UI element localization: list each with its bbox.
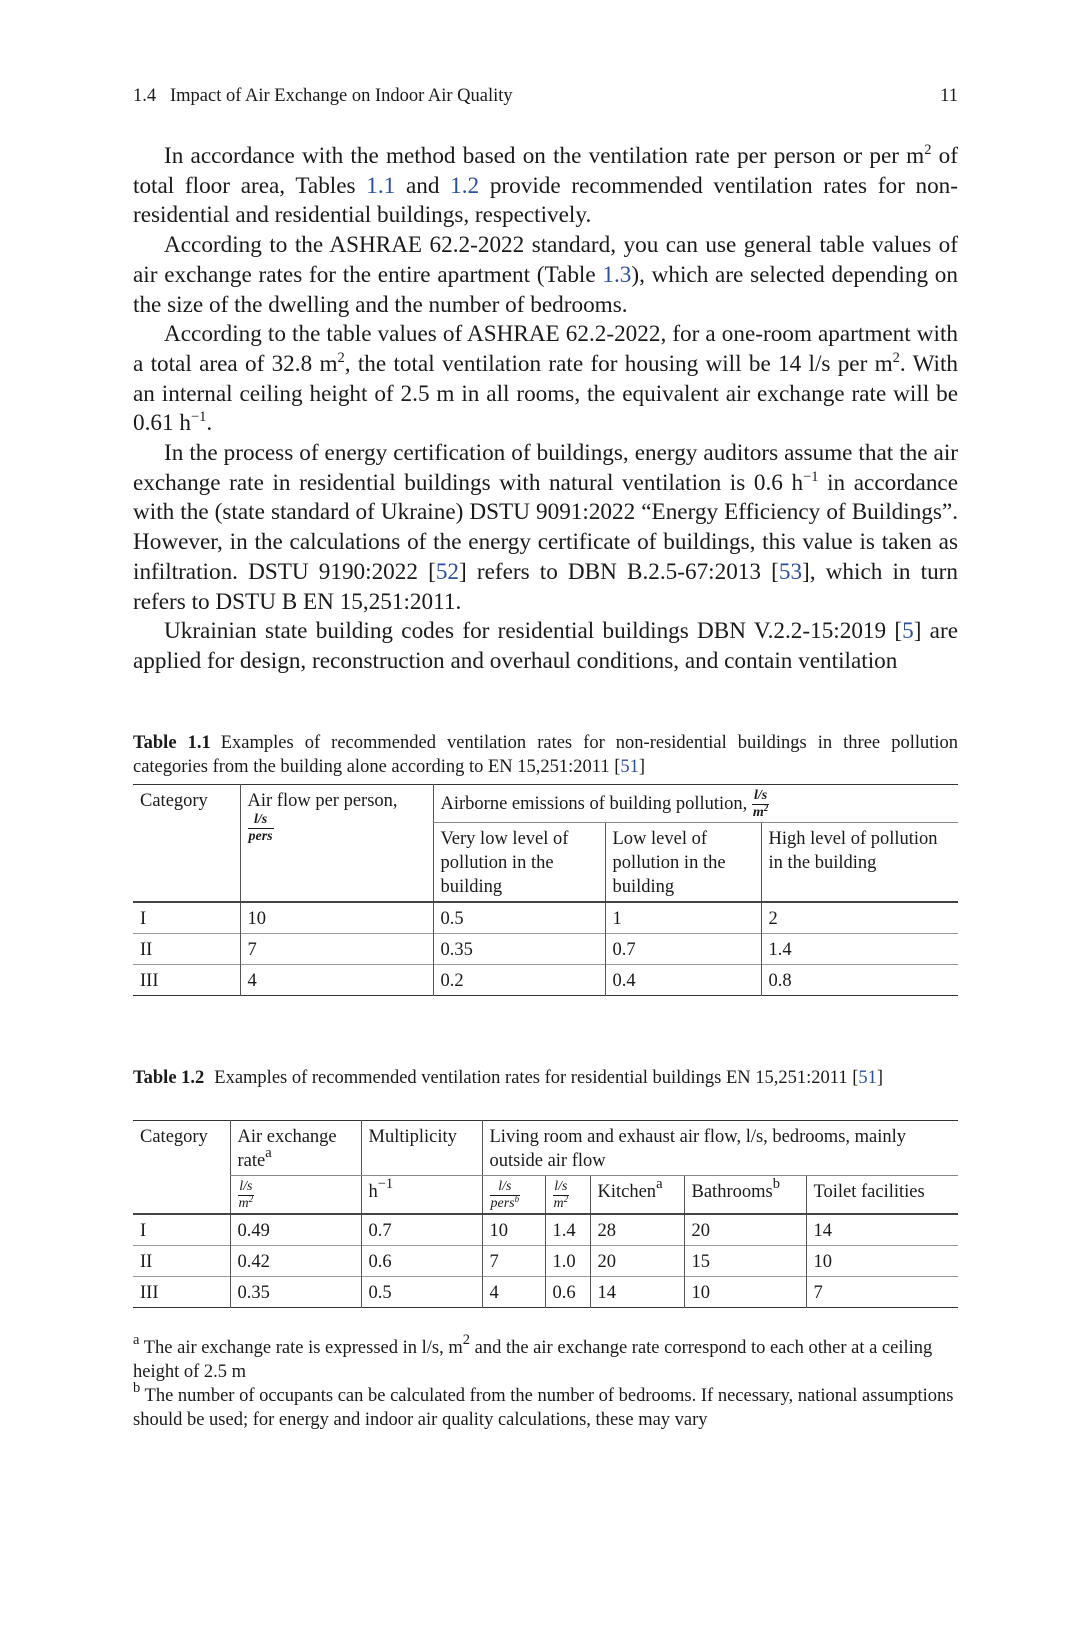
- table-cell: 7: [806, 1277, 958, 1308]
- text-run: Ukrainian state building codes for residential buildings DBN V.2.2-15:2019 [: [164, 618, 903, 645]
- unit-numerator: l/s: [490, 1180, 521, 1196]
- running-header: [133, 86, 958, 107]
- table-ref-link[interactable]: 1.1: [366, 172, 396, 199]
- header-very-low: [433, 823, 605, 903]
- text-run: ] are applied for design, reconstruction and overhaul conditions, and contain ventilation: [133, 618, 958, 674]
- table-1-1-caption: [133, 731, 958, 779]
- unit-denominator: pers: [248, 829, 273, 844]
- text-run: ] refers to DBN B.2.5-67:2013 [: [459, 558, 779, 585]
- header-emissions: [433, 785, 958, 823]
- superscript: 2: [462, 1332, 470, 1348]
- table-1-2: [133, 1120, 958, 1308]
- table-cell: 1.4: [761, 934, 958, 965]
- table-label: Table 1.2: [133, 1068, 205, 1088]
- table-cell: III: [140, 971, 159, 991]
- text-run: .: [206, 410, 213, 437]
- citation-link[interactable]: 51: [620, 757, 639, 777]
- header-text: Living room and exhaust air flow, l/s, bedrooms, mainly outside air flow: [489, 1127, 907, 1171]
- table-row: [133, 902, 958, 934]
- unit-text: pers: [490, 1196, 515, 1211]
- superscript: 2: [892, 349, 900, 366]
- citation-link[interactable]: 52: [435, 558, 460, 585]
- header-text: Category: [140, 791, 208, 811]
- table-cell: 20: [590, 1246, 684, 1277]
- header-category: [133, 785, 240, 903]
- table-units-row: [133, 1176, 958, 1215]
- unit-denominator: [490, 1196, 521, 1211]
- text-run: provide recommended ventilation rates for non-residential and residential buildings, respectively.: [133, 172, 958, 229]
- page-number: 11: [940, 86, 958, 106]
- unit-numerator: l/s: [752, 789, 769, 805]
- unit-cell: [482, 1176, 545, 1215]
- unit-numerator: l/s: [248, 813, 274, 829]
- caption-text: ]: [638, 757, 646, 777]
- table-cell: 0.35: [433, 934, 605, 965]
- unit-fraction: [490, 1180, 521, 1211]
- header-bathrooms: [684, 1176, 806, 1215]
- header-text: Bathrooms: [691, 1182, 773, 1202]
- table-cell: 20: [684, 1214, 806, 1246]
- table-cell: II: [140, 1252, 153, 1272]
- header-text: High level of pollution in the building: [768, 829, 938, 873]
- section-number: 1.4: [133, 86, 157, 106]
- unit-text: h: [368, 1182, 378, 1202]
- unit-cell: [361, 1176, 482, 1215]
- footnote-marker: a: [656, 1176, 663, 1192]
- paragraph-2: [133, 231, 958, 320]
- unit-text: m: [553, 1196, 564, 1211]
- table-cell: 7: [482, 1246, 545, 1277]
- table-cell: 10: [482, 1214, 545, 1246]
- table-cell: 10: [684, 1277, 806, 1308]
- citation-link[interactable]: 51: [858, 1068, 877, 1088]
- header-text: Multiplicity: [368, 1127, 457, 1147]
- footnote-a: [133, 1332, 958, 1384]
- footnote-marker: b: [133, 1380, 141, 1396]
- table-row: [133, 934, 958, 965]
- table-cell: 1: [605, 902, 761, 934]
- table-row: [133, 1277, 958, 1308]
- footnote-marker: a: [265, 1145, 272, 1161]
- header-text: Toilet facilities: [813, 1182, 925, 1202]
- superscript: b: [514, 1194, 520, 1204]
- header-text: Airborne emissions of building pollution,: [440, 793, 748, 814]
- table-cell: 0.7: [361, 1214, 482, 1246]
- caption-text: Examples of recommended ventilation rates for non-residential buildings in three pollution categories from the building alone according to EN 15,251:2011 [: [133, 733, 958, 777]
- text-run: ), which are selected depending on the size of the dwelling and the number of bedrooms.: [133, 261, 958, 318]
- header-text: Air exchange rate: [237, 1127, 337, 1171]
- unit-cell: [230, 1176, 361, 1215]
- superscript: 2: [248, 1194, 254, 1204]
- text-run: in accordance with the (state standard of Ukraine) DSTU 9091:2022 “Energy Efficiency of Buildings”. However, in the calculations of the energy certificate of buildings, this value is taken as infiltration. DSTU 9190:2022 [: [133, 469, 958, 585]
- table-row: [133, 1246, 958, 1277]
- table-row: [133, 965, 958, 996]
- header-category: [133, 1121, 230, 1215]
- table-cell: I: [140, 1221, 147, 1241]
- citation-link[interactable]: 5: [902, 618, 914, 645]
- table-cell: 1.0: [545, 1246, 590, 1277]
- unit-text: m: [238, 1196, 249, 1211]
- unit-denominator: [553, 1196, 570, 1211]
- table-cell: 14: [590, 1277, 684, 1308]
- superscript: 2: [563, 1194, 569, 1204]
- text-run: In the process of energy certification of buildings, energy auditors assume that the air exchange rate in residential buildings with natural ventilation is 0.6 h: [133, 440, 958, 496]
- header-text: Kitchen: [597, 1182, 657, 1202]
- table-1-1: [133, 784, 958, 996]
- header-high: [761, 823, 958, 903]
- table-cell: 0.5: [361, 1277, 482, 1308]
- unit-numerator: l/s: [239, 1179, 253, 1194]
- table-cell: 0.7: [605, 934, 761, 965]
- table-cell: II: [140, 940, 153, 960]
- table-cell: 0.8: [761, 965, 958, 996]
- footnote-text: and the air exchange rate correspond to each other at a ceiling height of 2.5 m: [133, 1338, 933, 1382]
- caption-text: ]: [876, 1068, 884, 1088]
- citation-link[interactable]: 53: [778, 558, 803, 585]
- table-cell: 0.2: [433, 965, 605, 996]
- table-cell: 10: [806, 1246, 958, 1277]
- unit-fraction: [553, 1180, 570, 1211]
- table-cell: 4: [482, 1277, 545, 1308]
- unit-numerator: l/s: [554, 1179, 568, 1194]
- table-cell: 0.6: [545, 1277, 590, 1308]
- paragraph-1: [133, 142, 958, 231]
- table-cell: 0.35: [230, 1277, 361, 1308]
- table-1-2-caption: [133, 1066, 958, 1090]
- table-cell: 4: [240, 965, 433, 996]
- footnote-marker: a: [133, 1332, 140, 1348]
- table-ref-link[interactable]: 1.3: [602, 261, 632, 288]
- table-cell: 2: [761, 902, 958, 934]
- text-run: ], which in turn refers to DSTU B EN 15,251:2011.: [133, 558, 958, 615]
- text-run: and: [395, 172, 451, 199]
- header-text: Category: [140, 1127, 208, 1147]
- table-cell: III: [140, 1283, 159, 1303]
- header-kitchen: [590, 1176, 684, 1215]
- unit-fraction: [752, 789, 769, 820]
- unit-fraction: [238, 1180, 255, 1211]
- text-run: According to the ASHRAE 62.2-2022 standard, you can use general table values of air exchange rates for the entire apartment (Table: [133, 232, 958, 288]
- header-low: [605, 823, 761, 903]
- header-living-room: [482, 1121, 958, 1176]
- table-cell: 0.4: [605, 965, 761, 996]
- table-footnotes: [133, 1332, 958, 1432]
- table-header-row: [133, 785, 958, 823]
- header-air-exchange: [230, 1121, 361, 1176]
- table-cell: 0.6: [361, 1246, 482, 1277]
- table-cell: 10: [240, 902, 433, 934]
- superscript: 2: [924, 142, 932, 158]
- paragraph-5: [133, 617, 958, 676]
- text-run: , the total ventilation rate for housing will be 14 l/s per m: [344, 350, 893, 377]
- caption-text: Examples of recommended ventilation rates for residential buildings EN 15,251:2011 [: [214, 1068, 859, 1088]
- unit-denominator: [238, 1196, 255, 1211]
- header-text: Very low level of pollution in the building: [440, 829, 569, 897]
- text-run: In accordance with the method based on the ventilation rate per person or per m: [164, 143, 925, 169]
- superscript: −1: [803, 468, 819, 485]
- text-run: According to the table values of ASHRAE 62.2-2022, for a one-room apartment with a total area of 32.8 m: [133, 321, 958, 377]
- table-cell: 0.42: [230, 1246, 361, 1277]
- table-cell: 15: [684, 1246, 806, 1277]
- unit-fraction: [248, 813, 274, 844]
- body-text: [133, 142, 958, 677]
- header-multiplicity: [361, 1121, 482, 1176]
- paragraph-4: [133, 439, 958, 617]
- paragraph-3: [133, 320, 958, 439]
- footnote-marker: b: [772, 1176, 780, 1192]
- header-air-flow: [240, 785, 433, 903]
- text-run: . With an internal ceiling height of 2.5 m in all rooms, the equivalent air exchange rate will be 0.61 h: [133, 350, 959, 437]
- superscript: 2: [763, 803, 769, 813]
- table-cell: 14: [806, 1214, 958, 1246]
- table-cell: 0.49: [230, 1214, 361, 1246]
- header-toilet: [806, 1176, 958, 1215]
- header-text: Air flow per person,: [247, 791, 398, 811]
- unit-cell: [545, 1176, 590, 1215]
- table-header-row: [133, 1121, 958, 1176]
- table-cell: I: [140, 909, 147, 929]
- text-run: of total floor area, Tables: [133, 143, 958, 199]
- table-label: Table 1.1: [133, 733, 211, 753]
- superscript: −1: [190, 409, 207, 426]
- unit-text: m: [752, 805, 764, 820]
- unit-denominator: [752, 805, 769, 820]
- table-cell: 28: [590, 1214, 684, 1246]
- table-cell: 1.4: [545, 1214, 590, 1246]
- table-cell: 0.5: [433, 902, 605, 934]
- footnote-text: The air exchange rate is expressed in l/s, m: [139, 1338, 463, 1358]
- section-title: Impact of Air Exchange on Indoor Air Quality: [170, 86, 513, 106]
- header-text: Low level of pollution in the building: [612, 829, 726, 897]
- table-ref-link[interactable]: 1.2: [450, 172, 480, 199]
- footnote-b: [133, 1380, 958, 1432]
- superscript: 2: [337, 349, 345, 366]
- footnote-text: The number of occupants can be calculated from the number of bedrooms. If necessary, national assumptions should be used; for energy and indoor air quality calculations, these may vary: [133, 1386, 954, 1430]
- superscript: −1: [377, 1176, 394, 1192]
- table-row: [133, 1214, 958, 1246]
- table-cell: 7: [240, 934, 433, 965]
